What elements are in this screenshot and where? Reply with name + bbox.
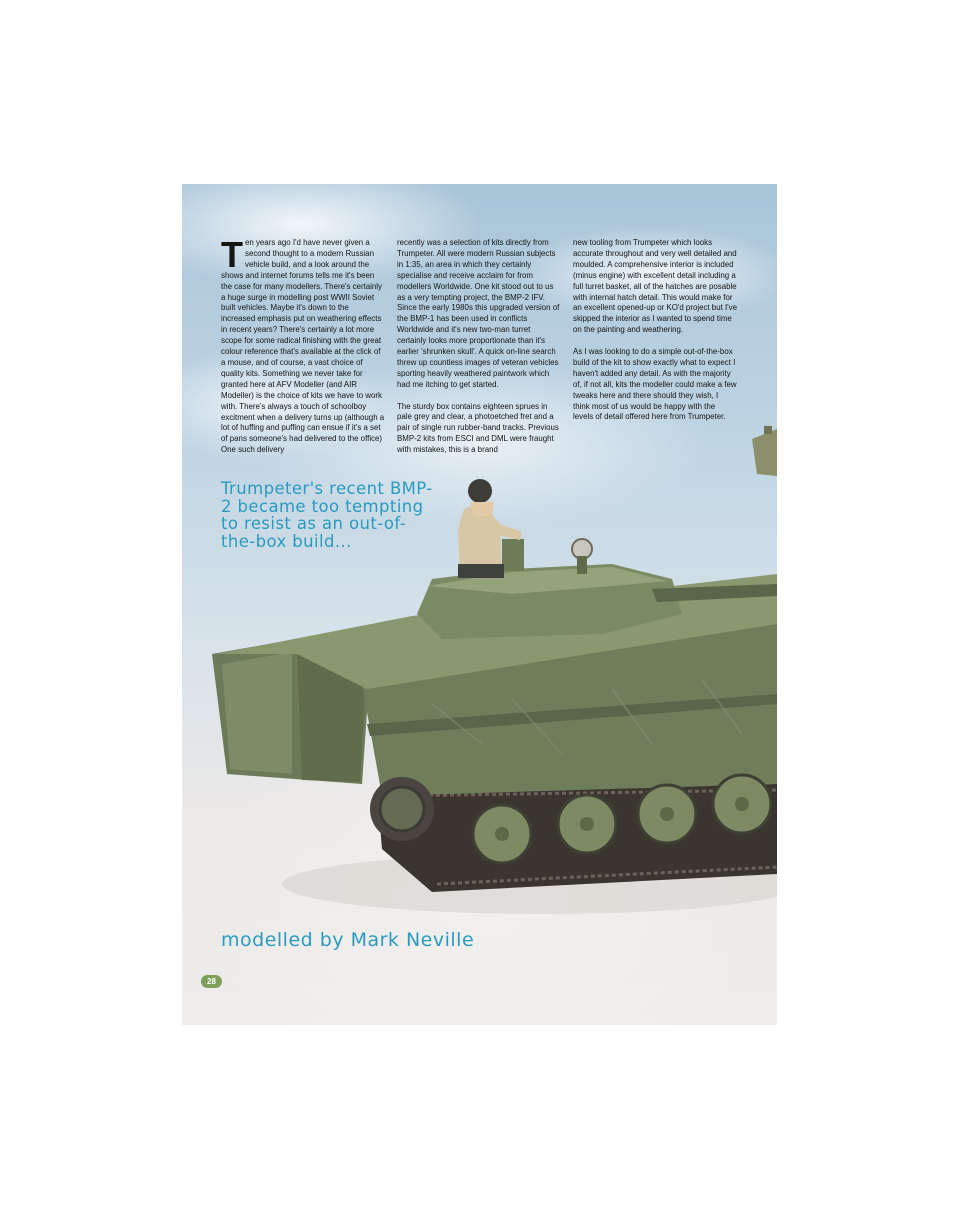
text-column-3 (573, 238, 737, 434)
pull-quote: Trumpeter's recent BMP-2 became too tempting to resist as an out-of-the-box build... (221, 479, 433, 551)
paragraph (221, 234, 385, 456)
paragraph-text: en years ago I'd have never given a second thought to a modern Russian vehicle build, and a look around the shows and internet forums tells me it's been the case for many modellers. There's certainly a huge surge in modelling post WWII Soviet built vehicles. Maybe it's down to the increased emphasis put on weathering effects in recent years? There's certainly a lot more scope for some radical finishing with the great colour reference that's available at the click of a mouse, and of course, a vast choice of quality kits. Something we never take for granted here at AFV Modeller (and AIR Modeller) is the choice of kits we have to work with. There's always a touch of schoolboy excitment when a delivery turns up (although a lot of huffing and puffing can ensue if it's a set of pans someone's had delivered to the office) One such delivery (221, 238, 385, 455)
paragraph: As I was looking to do a simple out-of-the-box build of the kit to show exactly what to expect I haven't added any detail. As with the majority of, if not all, kits the modeller could make a few tweaks here and there should they wish, I think most of us would be happy with the levels of detail offered here from Trumpeter. (573, 347, 737, 422)
paragraph: The sturdy box contains eighteen sprues in pale grey and clear, a photoetched fret and a pair of single run rubber-band tracks. Previous BMP-2 kits from ESCI and DML were fraught with mistakes, this is a brand (397, 401, 559, 455)
paragraph: new tooling from Trumpeter which looks accurate throughout and very well detailed and moulded. A comprehensive interior is included (minus engine) with excellent detail including a full turret basket, all of the hatches are posable with internal hatch detail. This would make for an excellent opened-up or KO'd project but I've skipped the interior as I wanted to spend time on the painting and weathering. (573, 238, 737, 335)
text-column-2 (397, 238, 561, 467)
page-number-badge: 28 (201, 975, 222, 988)
byline: modelled by Mark Neville (221, 929, 475, 951)
drop-cap: T (221, 234, 243, 275)
text-column-1 (221, 234, 385, 467)
magazine-page (182, 184, 777, 1025)
paragraph: recently was a selection of kits directly from Trumpeter. All were modern Russian subjects in 1:35, an area in which they certainly specialise and receive acclaim for from modellers Worldwide. One kit stood out to us as a very tempting project, the BMP-2 IFV. Since the early 1980s this upgraded version of the BMP-1 has been used in conflicts Worldwide and it's new two-man turret certainly looks more proportionate than it's earlier 'shrunken skull'. A quick on-line search threw up countless images of veteran vehicles sporting heavily weathered paintwork which had me itching to get started. (397, 238, 560, 389)
